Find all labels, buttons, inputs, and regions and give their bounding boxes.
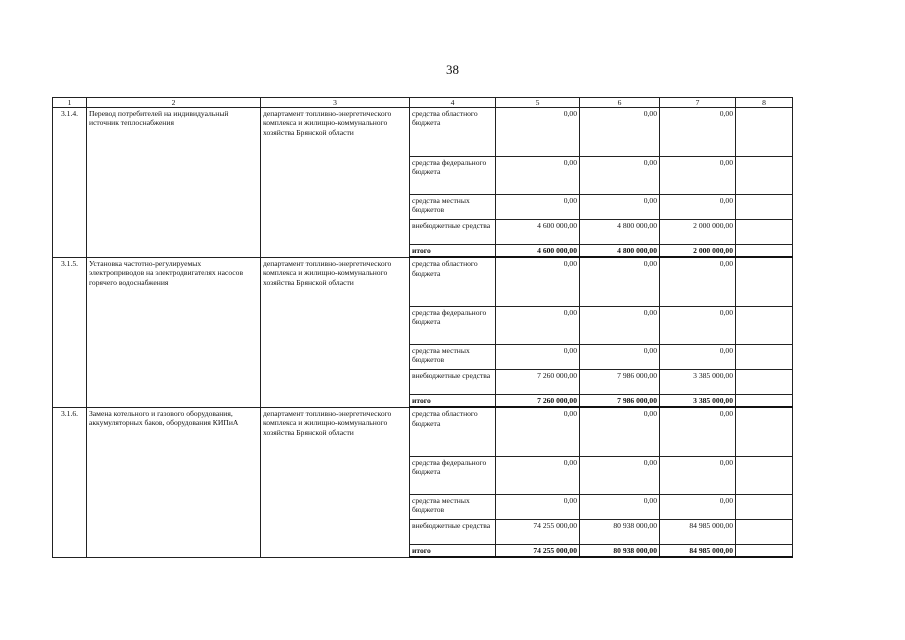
column-header: 3	[261, 98, 410, 108]
value-col5: 0,00	[496, 306, 580, 344]
value-col8	[736, 245, 793, 258]
section-code: 3.1.6.	[53, 407, 87, 557]
value-col8	[736, 257, 793, 306]
value-col5: 74 255 000,00	[496, 544, 580, 557]
section-executor: департамент топливно-энергетического комплекса и жилищно-коммунального хозяйства Брянской области	[261, 108, 410, 258]
value-col6: 0,00	[580, 108, 660, 157]
table-row	[53, 108, 793, 157]
table-row	[53, 257, 793, 306]
value-col5: 0,00	[496, 407, 580, 456]
column-header: 4	[410, 98, 496, 108]
value-col6: 7 986 000,00	[580, 369, 660, 394]
value-col5: 0,00	[496, 344, 580, 369]
value-col7: 0,00	[660, 494, 736, 519]
value-col6: 0,00	[580, 306, 660, 344]
page-number: 38	[446, 62, 459, 77]
section-code: 3.1.4.	[53, 108, 87, 258]
value-col6: 0,00	[580, 456, 660, 494]
funding-source: внебюджетные средства	[410, 369, 496, 394]
header-row	[53, 98, 793, 108]
value-col5: 0,00	[496, 456, 580, 494]
value-col5: 0,00	[496, 157, 580, 195]
funding-source: итого	[410, 394, 496, 407]
value-col5: 7 260 000,00	[496, 394, 580, 407]
section-executor: департамент топливно-энергетического комплекса и жилищно-коммунального хозяйства Брянской области	[261, 407, 410, 557]
budget-table	[52, 97, 793, 558]
column-header: 1	[53, 98, 87, 108]
value-col8	[736, 544, 793, 557]
value-col7: 0,00	[660, 195, 736, 220]
value-col8	[736, 394, 793, 407]
value-col5: 4 600 000,00	[496, 220, 580, 245]
table-row	[53, 407, 793, 456]
value-col6: 0,00	[580, 494, 660, 519]
section-code: 3.1.5.	[53, 257, 87, 407]
value-col5: 0,00	[496, 494, 580, 519]
value-col8	[736, 157, 793, 195]
value-col7: 0,00	[660, 257, 736, 306]
value-col7: 0,00	[660, 407, 736, 456]
value-col8	[736, 344, 793, 369]
section-title: Установка частотно-регулируемых электроприводов на электродвигателях насосов горячего водоснабжения	[87, 257, 261, 407]
value-col7: 3 385 000,00	[660, 369, 736, 394]
value-col5: 0,00	[496, 108, 580, 157]
value-col8	[736, 108, 793, 157]
value-col8	[736, 519, 793, 544]
funding-source: внебюджетные средства	[410, 519, 496, 544]
value-col6: 4 800 000,00	[580, 245, 660, 258]
table-body	[53, 108, 793, 558]
value-col6: 0,00	[580, 157, 660, 195]
value-col7: 2 000 000,00	[660, 245, 736, 258]
column-header: 8	[736, 98, 793, 108]
value-col7: 0,00	[660, 157, 736, 195]
section-title: Перевод потребителей на индивидуальный источник теплоснабжения	[87, 108, 261, 258]
value-col8	[736, 407, 793, 456]
funding-source: средства областного бюджета	[410, 257, 496, 306]
column-header: 5	[496, 98, 580, 108]
value-col7: 0,00	[660, 456, 736, 494]
funding-source: средства федерального бюджета	[410, 157, 496, 195]
column-header: 6	[580, 98, 660, 108]
funding-source: средства местных бюджетов	[410, 195, 496, 220]
funding-source: средства федерального бюджета	[410, 456, 496, 494]
value-col6: 0,00	[580, 344, 660, 369]
value-col5: 74 255 000,00	[496, 519, 580, 544]
value-col7: 0,00	[660, 344, 736, 369]
value-col6: 80 938 000,00	[580, 519, 660, 544]
value-col6: 80 938 000,00	[580, 544, 660, 557]
value-col8	[736, 220, 793, 245]
value-col6: 0,00	[580, 195, 660, 220]
column-header: 2	[87, 98, 261, 108]
funding-source: внебюджетные средства	[410, 220, 496, 245]
value-col7: 84 985 000,00	[660, 544, 736, 557]
section-title: Замена котельного и газового оборудования, аккумуляторных баков, оборудования КИПиА	[87, 407, 261, 557]
value-col8	[736, 456, 793, 494]
value-col6: 4 800 000,00	[580, 220, 660, 245]
value-col5: 7 260 000,00	[496, 369, 580, 394]
funding-source: итого	[410, 544, 496, 557]
value-col7: 0,00	[660, 306, 736, 344]
funding-source: средства областного бюджета	[410, 407, 496, 456]
value-col8	[736, 195, 793, 220]
funding-source: средства местных бюджетов	[410, 344, 496, 369]
funding-source: итого	[410, 245, 496, 258]
value-col5: 4 600 000,00	[496, 245, 580, 258]
value-col8	[736, 494, 793, 519]
value-col5: 0,00	[496, 195, 580, 220]
funding-source: средства областного бюджета	[410, 108, 496, 157]
section-executor: департамент топливно-энергетического комплекса и жилищно-коммунального хозяйства Брянской области	[261, 257, 410, 407]
value-col5: 0,00	[496, 257, 580, 306]
value-col8	[736, 369, 793, 394]
value-col6: 7 986 000,00	[580, 394, 660, 407]
value-col7: 84 985 000,00	[660, 519, 736, 544]
funding-source: средства местных бюджетов	[410, 494, 496, 519]
value-col7: 2 000 000,00	[660, 220, 736, 245]
funding-source: средства федерального бюджета	[410, 306, 496, 344]
column-header: 7	[660, 98, 736, 108]
value-col6: 0,00	[580, 407, 660, 456]
value-col7: 0,00	[660, 108, 736, 157]
value-col7: 3 385 000,00	[660, 394, 736, 407]
value-col8	[736, 306, 793, 344]
value-col6: 0,00	[580, 257, 660, 306]
